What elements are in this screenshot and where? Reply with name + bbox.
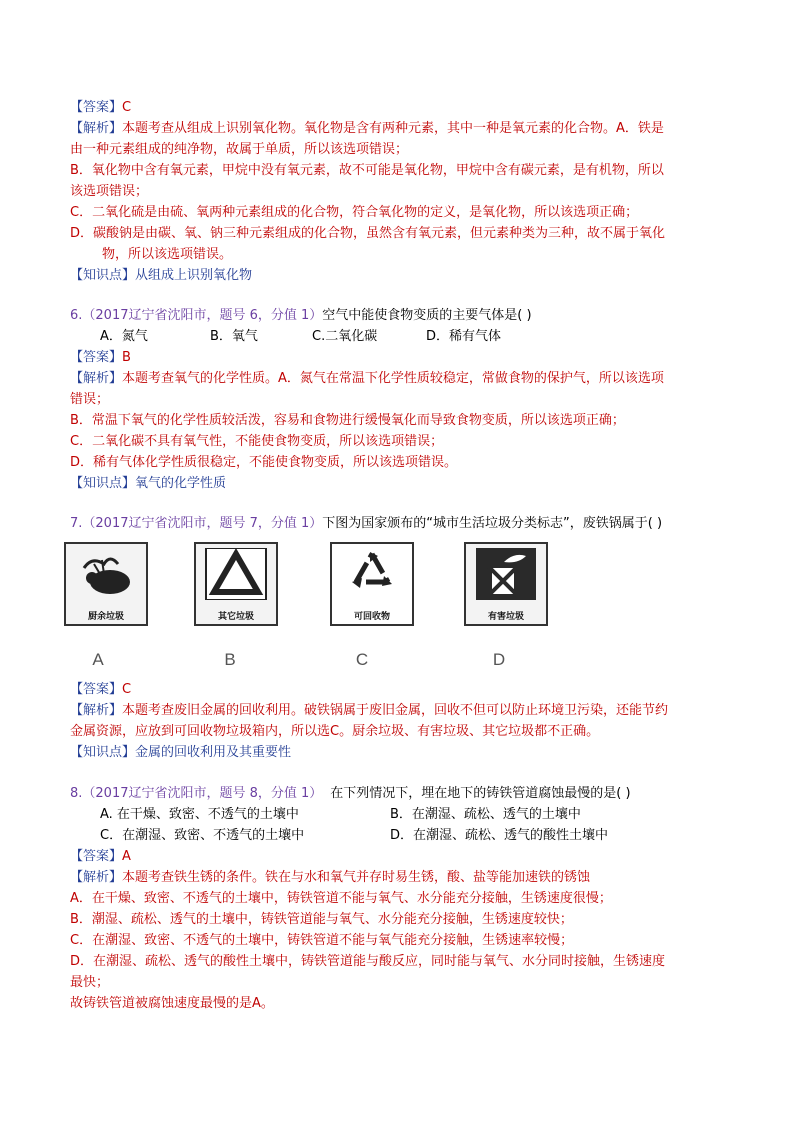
other-waste-icon	[204, 548, 268, 600]
bin-label: 厨余垃圾	[87, 612, 124, 622]
waste-bin-d	[464, 542, 548, 626]
q8-explain-line: 【解析】本题考查铁生锈的条件。铁在与水和氧气并存时易生锈，酸、盐等能加速铁的锈蚀	[70, 870, 591, 885]
q6-explain-line: 错误；	[70, 392, 110, 407]
hazardous-waste-icon	[474, 548, 538, 600]
q8-explain-line: D．在潮湿、疏松、透气的酸性土壤中，铸铁管道能与酸反应，同时能与氧气、水分同时接触，生锈速度	[70, 954, 666, 969]
q8-explain-line: 最快；	[70, 975, 110, 990]
q6-explain-line: C．二氧化碳不具有氧气性，不能使食物变质，所以该选项错误；	[70, 434, 444, 449]
q6-option-c: C.二氧化碳	[312, 329, 378, 344]
bin-label: 有害垃圾	[487, 612, 524, 622]
question-source: 6.（2017辽宁省沈阳市，题号 6，分值 1）	[70, 308, 323, 323]
bin-letter-a: A	[92, 650, 104, 669]
q8-answer: 【答案】A	[70, 849, 131, 864]
q5-explain-line: 物，所以该选项错误。	[102, 247, 233, 262]
question-text: 空气中能使食物变质的主要气体是( )	[322, 308, 532, 323]
bin-letter-d: D	[492, 650, 506, 669]
q6-option-d: D．稀有气体	[426, 329, 502, 344]
q8-option-d: D．在潮湿、疏松、透气的酸性土壤中	[390, 828, 609, 843]
waste-sign-figure	[70, 542, 730, 632]
q8-explain-line: B．潮湿、疏松、透气的土壤中，铸铁管道能与氧气、水分能充分接触，生锈速度较快；	[70, 912, 573, 927]
q5-answer	[70, 98, 131, 118]
bin-label: 可回收物	[353, 612, 390, 622]
q6-explain-line: D．稀有气体化学性质很稳定，不能使食物变质，所以该选项错误。	[70, 455, 458, 470]
q8-explain-line: A．在干燥、致密、不透气的土壤中，铸铁管道不能与氧气、水分能充分接触，生锈速度很慢；	[70, 891, 612, 906]
q5-explain-line: B．氧化物中含有氧元素，甲烷中没有氧元素，故不可能是氧化物，甲烷中含有碳元素，是有机物，所以	[70, 163, 664, 178]
bin-letter-c: C	[355, 650, 369, 669]
q7-answer: 【答案】C	[70, 682, 132, 697]
q6-option-b: B．氧气	[210, 329, 258, 344]
bin-label: 其它垃圾	[217, 612, 254, 622]
q6-knowledge: 【知识点】氧气的化学性质	[70, 476, 227, 491]
q8-stem: 8.（2017辽宁省沈阳市，题号 8，分值 1） 在下列情况下，埋在地下的铸铁管道腐蚀最慢的是( )	[70, 786, 631, 801]
waste-bin-a	[64, 542, 148, 626]
q8-option-b: B．在潮湿、疏松、透气的土壤中	[390, 807, 581, 822]
q6-answer: 【答案】B	[70, 350, 131, 365]
q6-stem	[70, 306, 532, 326]
q7-explain-line: 金属资源，应放到可回收物垃圾箱内，所以选C。厨余垃圾、有害垃圾、其它垃圾都不正确。	[70, 724, 600, 739]
q7-knowledge: 【知识点】金属的回收利用及其重要性	[70, 745, 292, 760]
q6-option-a: A．氮气	[100, 329, 148, 344]
q7-explain-line: 【解析】本题考查废旧金属的回收利用。破铁锅属于废旧金属，回收不但可以防止环境卫污染，还能节约	[70, 703, 669, 718]
q8-option-c: C．在潮湿、致密、不透气的土壤中	[100, 828, 305, 843]
q8-option-a: A. 在干燥、致密、不透气的土壤中	[100, 807, 299, 822]
answer-tag: 【答案】	[70, 100, 123, 115]
q6-explain-line: B．常温下氧气的化学性质较活泼，容易和食物进行缓慢氧化而导致食物变质，所以该选项正确；	[70, 413, 625, 428]
q5-explain-line: 该选项错误；	[70, 184, 149, 199]
q7-stem: 7.（2017辽宁省沈阳市，题号 7，分值 1）下图为国家颁布的“城市生活垃圾分类标志”，废铁锅属于( )	[70, 516, 663, 531]
waste-bin-b	[194, 542, 278, 626]
recycle-icon	[340, 548, 404, 600]
answer-value: C	[122, 100, 132, 115]
food-waste-icon	[74, 548, 138, 600]
q5-explain-line: C．二氧化硫是由硫、氧两种元素组成的化合物，符合氧化物的定义，是氧化物，所以该选项正确；	[70, 205, 639, 220]
q5-explain-line: D．碳酸钠是由碳、氧、钠三种元素组成的化合物，虽然含有氧元素，但元素种类为三种，故不属于氧化	[70, 226, 666, 241]
q8-explain-line: 故铸铁管道被腐蚀速度最慢的是A。	[70, 996, 274, 1011]
explain-tag: 【解析】	[70, 121, 123, 136]
q5-explain-line: 【解析】本题考查从组成上识别氧化物。氧化物是含有两种元素，其中一种是氧元素的化合物。A．铁是	[70, 121, 664, 136]
q5-knowledge: 【知识点】从组成上识别氧化物	[70, 268, 253, 283]
q8-explain-line: C．在潮湿、致密、不透气的土壤中，铸铁管道不能与氧气能充分接触，生锈速率较慢；	[70, 933, 574, 948]
q5-explain-line: 由一种元素组成的纯净物，故属于单质，所以该选项错误；	[70, 142, 409, 157]
waste-bin-c	[330, 542, 414, 626]
bin-letter-b: B	[224, 650, 236, 669]
q6-explain-line: 【解析】本题考查氧气的化学性质。A．氮气在常温下化学性质较稳定，常做食物的保护气，所以该选项	[70, 371, 664, 386]
